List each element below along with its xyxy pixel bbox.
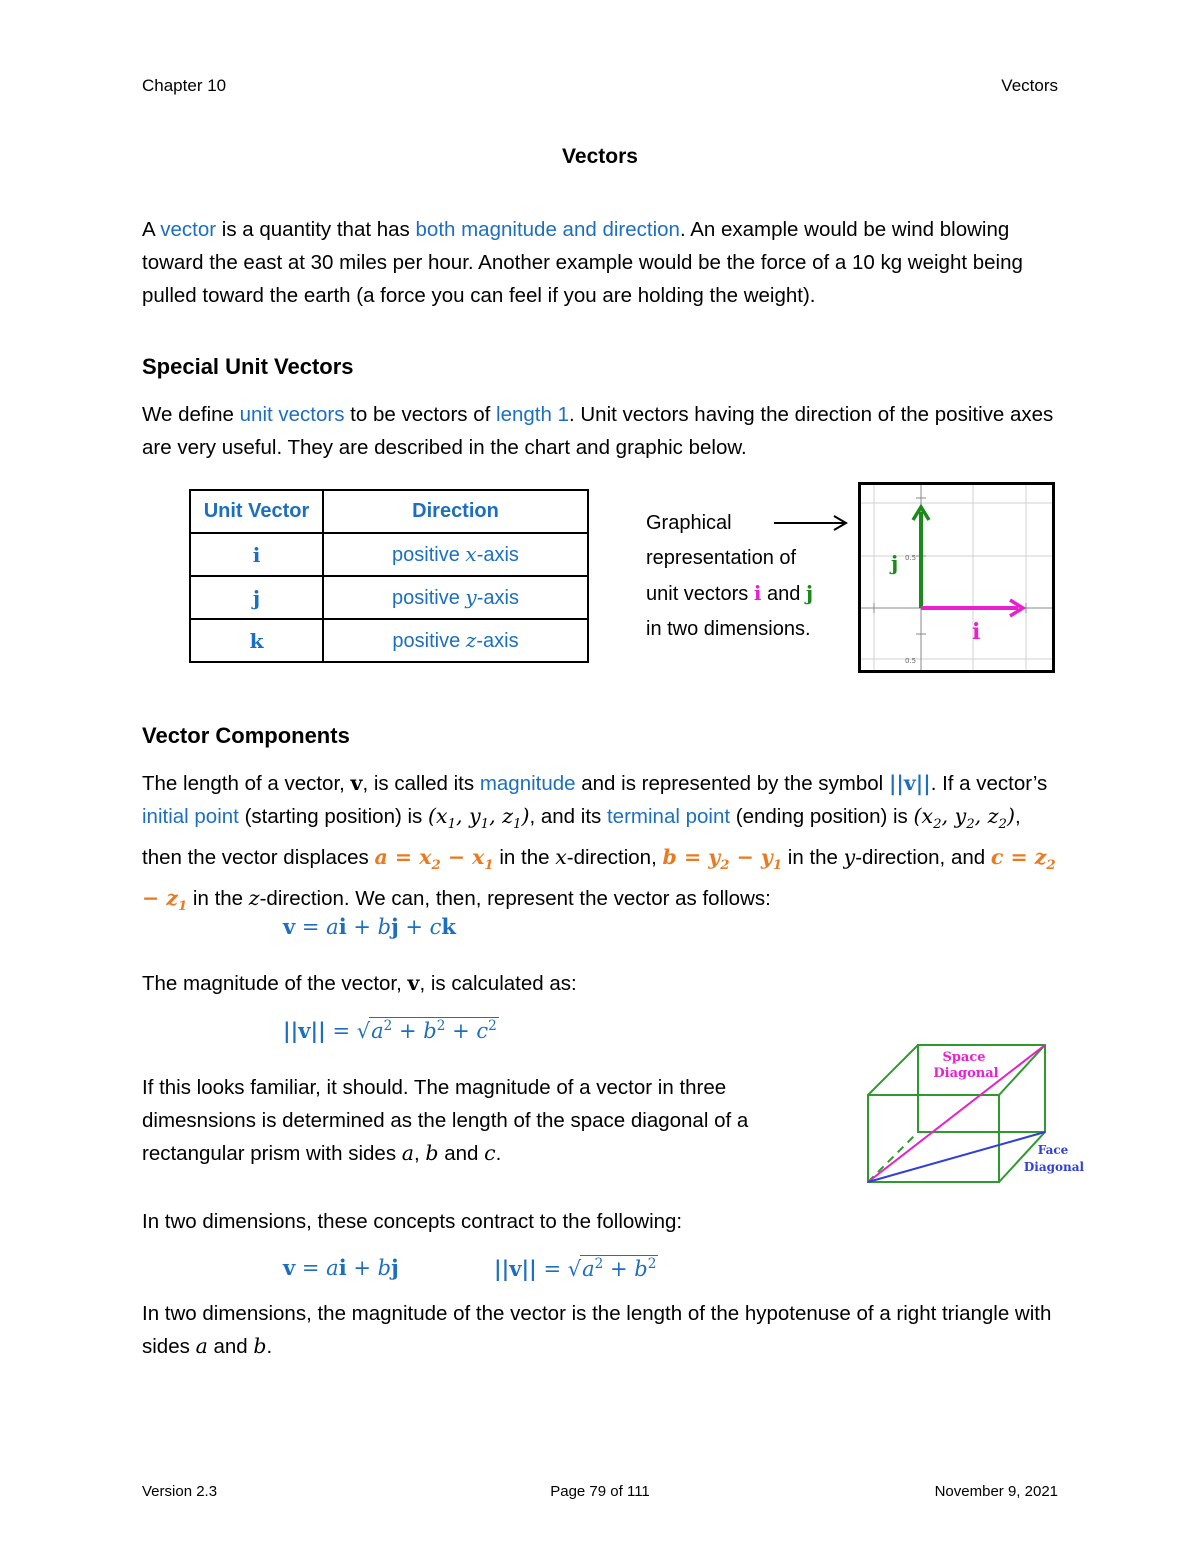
table-cell-direction: positive y-axis bbox=[323, 576, 588, 619]
term-magnitude: magnitude bbox=[479, 772, 576, 795]
unit-vectors-paragraph: We define unit vectors to be vectors of length 1. Unit vectors having the direction of the positive axes are very useful. They are described in the chart and graphic below. bbox=[142, 403, 1054, 459]
magnitude-intro: The magnitude of the vector, v, is calculated as: bbox=[142, 971, 577, 995]
term-unit-vectors: unit vectors bbox=[239, 403, 345, 426]
component-b: $b = y_2 - y_1$ bbox=[662, 845, 783, 874]
footer-page-number: Page 79 of 111 bbox=[550, 1483, 650, 1500]
magnitude-equation-2d: $||v|| = √a^2 + b^2$ bbox=[494, 1256, 657, 1281]
unit-vector-graph bbox=[858, 482, 1055, 673]
term-vector: vector bbox=[160, 218, 217, 241]
table-header-unit-vector: Unit Vector bbox=[190, 490, 323, 533]
familiar-paragraph: If this looks familiar, it should. The magnitude of a vector in three dimesnsions is determined as the length of the space diagonal of a rectangular prism with sides a, b and c. bbox=[142, 1076, 749, 1165]
initial-point-coords: ($x_1$, $y_1$, $z_1$) bbox=[428, 804, 530, 833]
term-length-1: length 1 bbox=[496, 403, 569, 426]
prism-diagram bbox=[860, 1038, 1095, 1188]
unit-vector-table bbox=[189, 489, 589, 663]
term-magnitude-direction: both magnitude and direction bbox=[415, 218, 680, 241]
vector-equation-3d: v = ai + bj + ck bbox=[283, 914, 456, 939]
magnitude-symbol: ||v|| bbox=[888, 771, 931, 795]
two-dim-closing: In two dimensions, the magnitude of the vector is the length of the hypotenuse of a right triangle with sides a and b. bbox=[142, 1302, 1052, 1358]
intro-paragraph: A vector is a quantity that has both magnitude and direction. An example would be wind blowing toward the east at 30 miles per hour. Another example would be the force of a 10 kg weight being pulled toward the earth (a force you can feel if you are holding the weight). bbox=[142, 218, 1023, 307]
header-chapter: Chapter 10 bbox=[142, 76, 227, 95]
table-header-row bbox=[190, 490, 588, 533]
label-i: i bbox=[972, 619, 981, 645]
face-diagonal-line bbox=[868, 1132, 1045, 1182]
vector-equation-2d: v = ai + bj bbox=[283, 1255, 399, 1280]
table-cell-vector: i bbox=[190, 533, 323, 576]
graphic-caption: Graphical representation of unit vectors i and j in two dimensions. bbox=[646, 512, 814, 640]
label-j: j bbox=[891, 551, 899, 575]
table-row bbox=[190, 533, 588, 576]
two-dim-intro: In two dimensions, these concepts contract to the following: bbox=[142, 1210, 683, 1233]
section-heading-vector-components: Vector Components bbox=[142, 723, 350, 748]
table-row bbox=[190, 576, 588, 619]
page-title: Vectors bbox=[562, 145, 638, 168]
vector-components-paragraph: The length of a vector, v, is called its magnitude and is represented by the symbol ||v||. If a vector’s initial point (starting position) is ($x_1$, $y_1$, $z_1$), and its terminal point (ending position) is ($x_2$, $y_2$, $z_2$), then the vector displaces $a = x_2 - x_1$ in the x-direction, $b = y_2 - y_1$ in the y-direction, and $c = z_2 - z_1$ in the z-direction. We can, then, represent the vector as follows: bbox=[142, 771, 1056, 915]
face-diagonal-label: Diagonal bbox=[1023, 1160, 1085, 1174]
component-c: $c = z_2 - z_1$ bbox=[142, 845, 1056, 915]
footer-version: Version 2.3 bbox=[142, 1483, 218, 1500]
section-heading-special-unit-vectors: Special Unit Vectors bbox=[142, 354, 354, 379]
space-diagonal-label: Space bbox=[942, 1050, 986, 1065]
table-header-direction: Direction bbox=[323, 490, 588, 533]
table-row bbox=[190, 619, 588, 662]
pointer-arrow-icon bbox=[772, 512, 852, 536]
magnitude-equation-3d: $||v|| = √a^2 + b^2 + c^2$ bbox=[283, 1018, 497, 1043]
term-initial-point: initial point bbox=[142, 805, 239, 828]
face-diagonal-label: Face bbox=[1037, 1143, 1069, 1157]
component-a: $a = x_2 - x_1$ bbox=[374, 845, 494, 874]
header-topic: Vectors bbox=[1001, 76, 1058, 95]
table-cell-vector: j bbox=[190, 576, 323, 619]
term-terminal-point: terminal point bbox=[606, 805, 731, 828]
table-cell-vector: k bbox=[190, 619, 323, 662]
terminal-point-coords: ($x_2$, $y_2$, $z_2$) bbox=[913, 804, 1015, 833]
tick-label: 0.5 bbox=[905, 657, 917, 665]
space-diagonal-label: Diagonal bbox=[933, 1066, 999, 1081]
tick-label: 0.5 bbox=[905, 554, 917, 562]
table-cell-direction: positive x-axis bbox=[323, 533, 588, 576]
footer-date: November 9, 2021 bbox=[934, 1483, 1058, 1500]
table-cell-direction: positive z-axis bbox=[323, 619, 588, 662]
